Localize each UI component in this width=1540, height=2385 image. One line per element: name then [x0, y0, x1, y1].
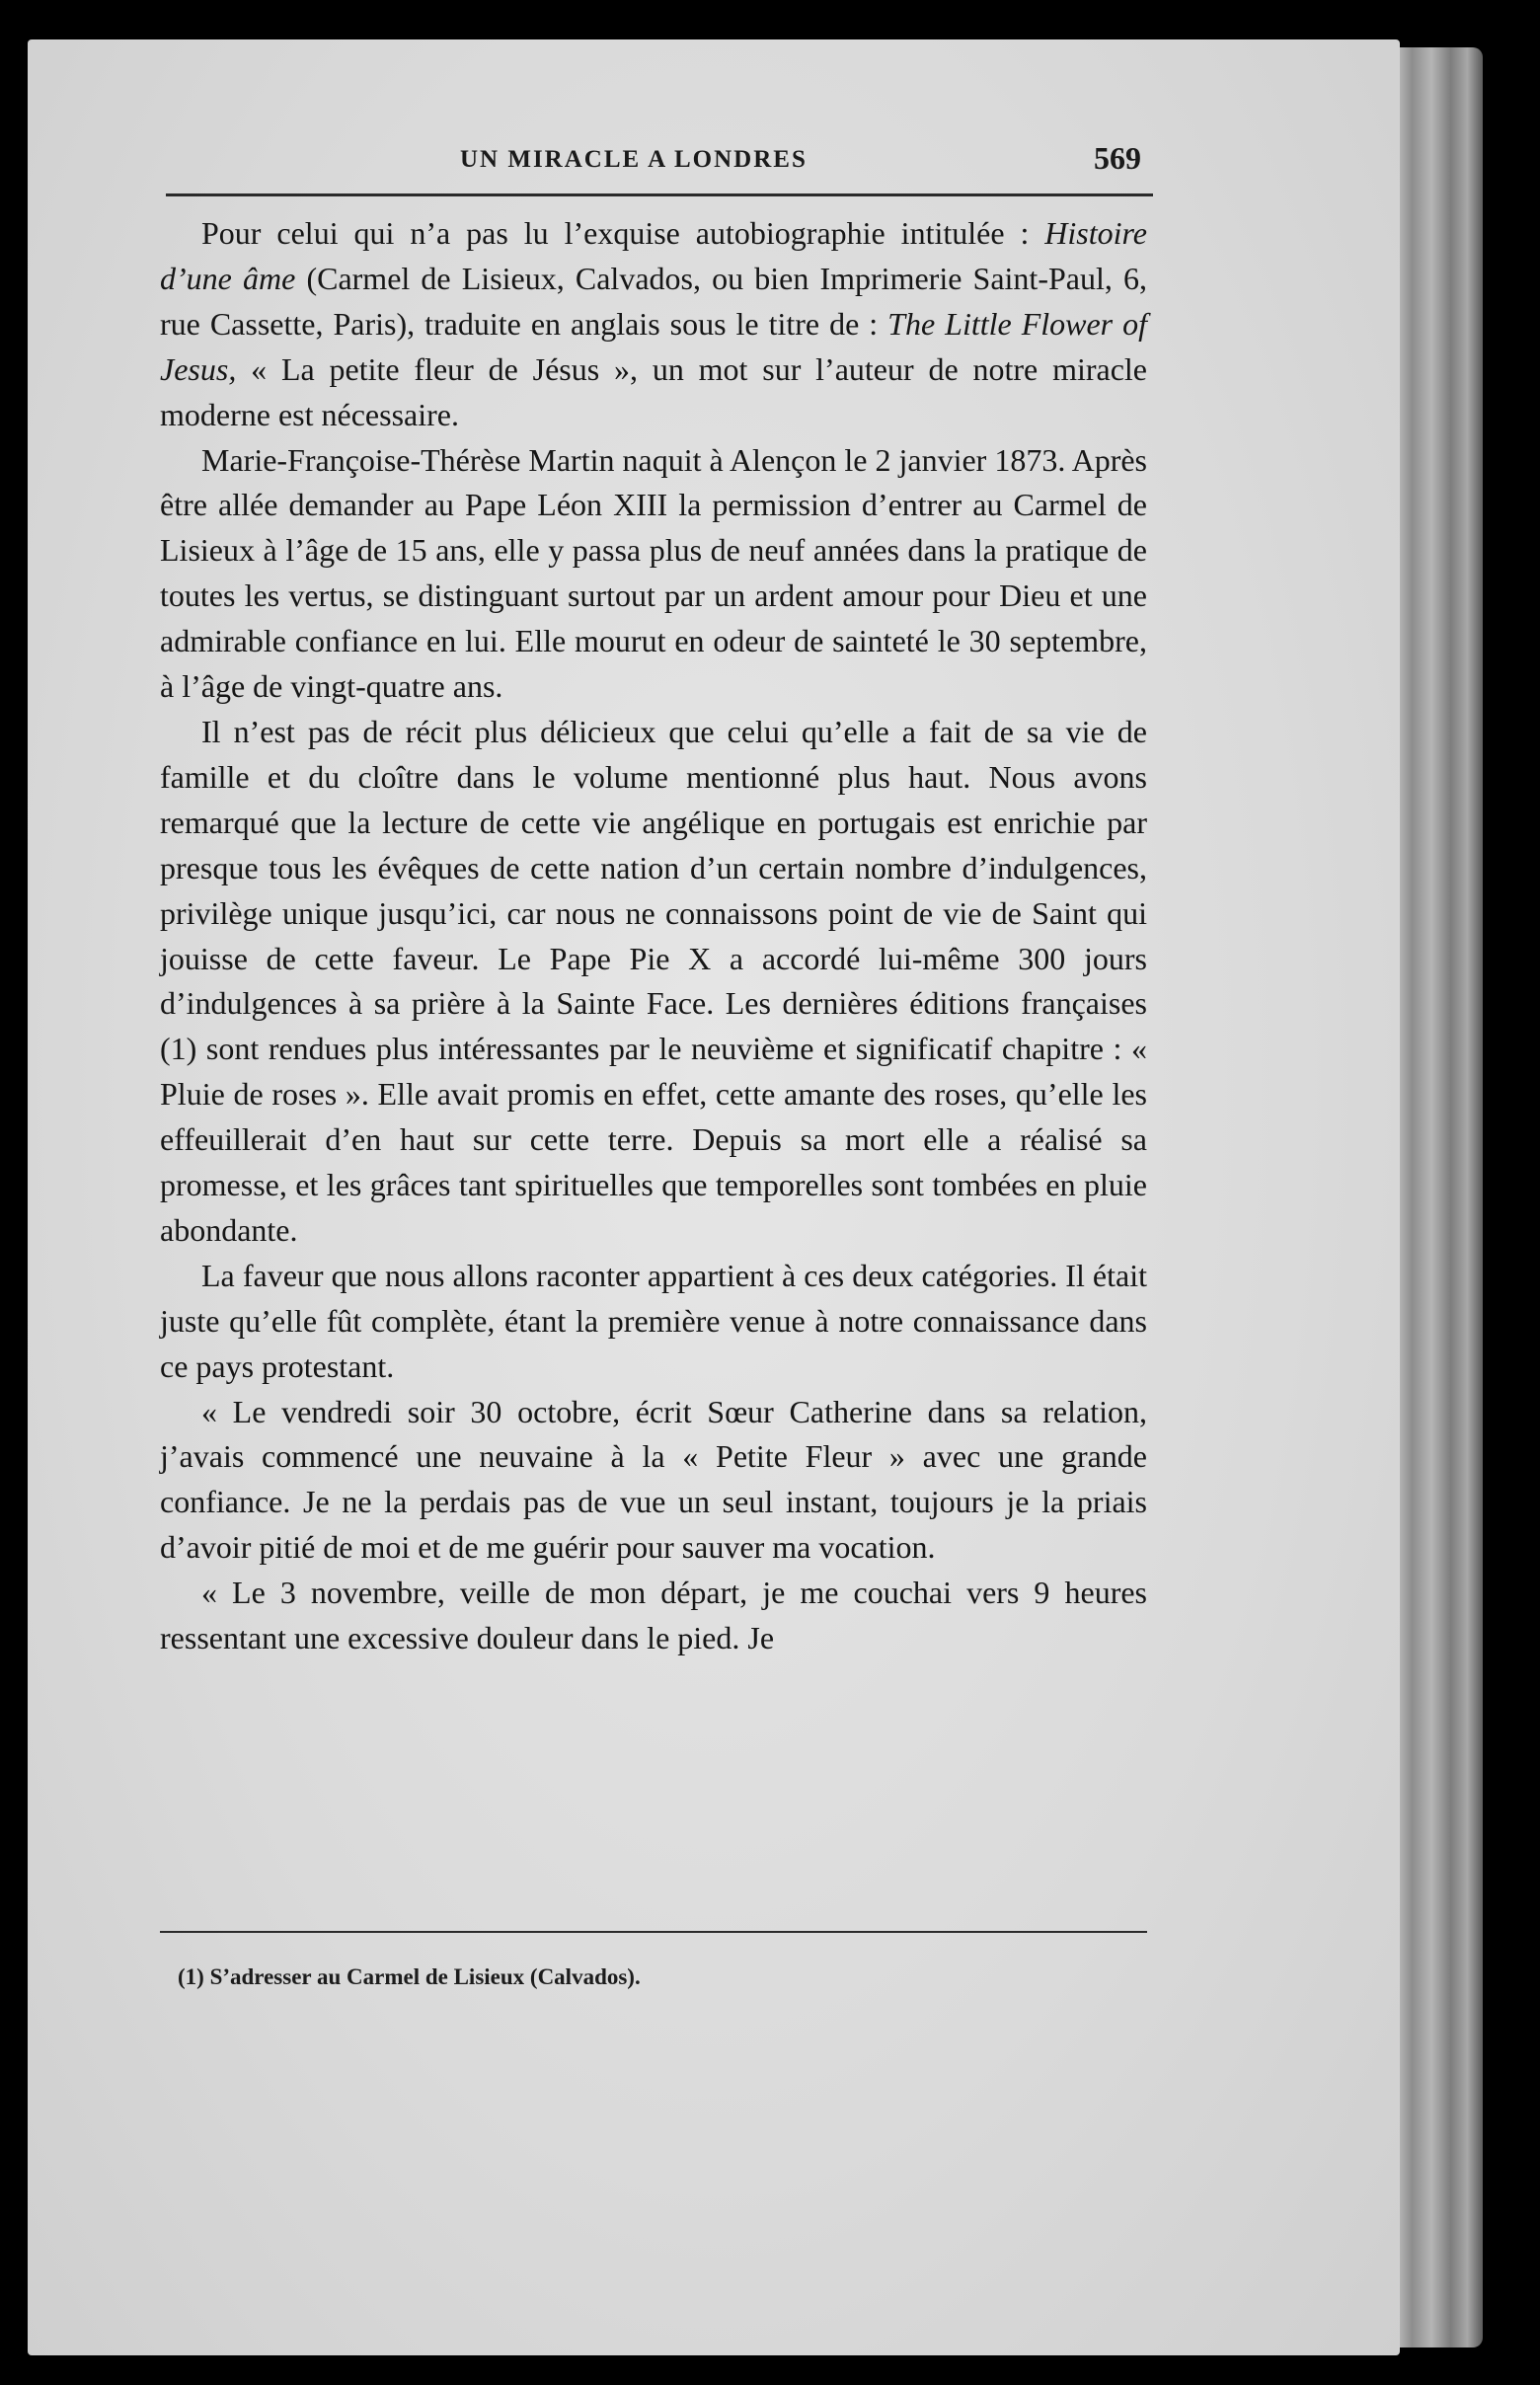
running-head-title: UN MIRACLE A LONDRES	[460, 146, 808, 173]
text-run: « Le 3 novembre, veille de mon départ, je me couchai vers 9 heures ressentant une excessive douleur dans le pied. Je	[160, 1575, 1147, 1656]
paragraph	[160, 1254, 1147, 1390]
text-run: « Le vendredi soir 30 octobre, écrit Sœur Catherine dans sa relation, j’avais commencé une neuvaine à la « Petite Fleur » avec une grande confiance. Je ne la perdais pas de vue un seul instant, toujours je la priais d’avoir pitié de moi et de me guérir pour sauver ma vocation.	[160, 1393, 1147, 1566]
header-rule	[166, 193, 1153, 196]
text-run: Marie-Françoise-Thérèse Martin naquit à Alençon le 2 janvier 1873. Après être allée demander au Pape Léon XIII la permission d’entrer au Carmel de Lisieux à l’âge de 15 ans, elle y passa plus de neuf années dans la pratique de toutes les vertus, se distinguant surtout par un ardent amour pour Dieu et une admirable confiance en lui. Elle mourut en odeur de sainteté le 30 septembre, à l’âge de vingt-quatre ans.	[160, 441, 1147, 705]
text-run: La faveur que nous allons raconter appartient à ces deux catégories. Il était juste qu’elle fût complète, étant la première venue à notre connaissance dans ce pays protestant.	[160, 1257, 1147, 1384]
running-head	[0, 140, 1540, 186]
paragraph	[160, 1390, 1147, 1572]
paragraph	[160, 710, 1147, 1254]
paragraph	[160, 438, 1147, 710]
body-text	[160, 211, 1147, 1661]
text-run: Il n’est pas de récit plus délicieux que celui qu’elle a fait de sa vie de famille et du cloître dans le volume mentionné plus haut. Nous avons remarqué que la lecture de cette vie angélique en portugais est enrichie par presque tous les évêques de cette nation d’un certain nombre d’indulgences, privilège unique jusqu’ici, car nous ne connaissons point de vie de Saint qui jouisse de cette faveur. Le Pape Pie X a accordé lui-même 300 jours d’indulgences à sa prière à la Sainte Face. Les dernières éditions françaises (1) sont rendues plus intéressantes par le neuvième et significatif chapitre : « Pluie de roses ». Elle avait promis en effet, cette amante des roses, qu’elle les effeuillerait d’en haut sur cette terre. Depuis sa mort elle a réalisé sa promesse, et les grâces tant spirituelles que temporelles sont tombées en pluie abondante.	[160, 713, 1147, 1248]
paragraph	[160, 211, 1147, 438]
italic-title: Histoire d’une âme	[160, 215, 1147, 296]
text-run: Pour celui qui n’a pas lu l’exquise autobiographie intitulée :	[201, 215, 1045, 251]
italic-title: The Little Flower of Jesus,	[160, 305, 1148, 387]
footnote: (1) S’adresser au Carmel de Lisieux (Calvados).	[178, 1964, 641, 1989]
text-run: « La petite fleur de Jésus », un mot sur l’auteur de notre miracle moderne est nécessaire.	[160, 350, 1147, 432]
paragraph	[160, 1571, 1147, 1661]
footnote-rule	[160, 1931, 1147, 1933]
text-run: (Carmel de Lisieux, Calvados, ou bien Imprimerie Saint-Paul, 6, rue Cassette, Paris), traduite en anglais sous le titre de :	[160, 260, 1148, 342]
page-number: 569	[1094, 140, 1141, 176]
